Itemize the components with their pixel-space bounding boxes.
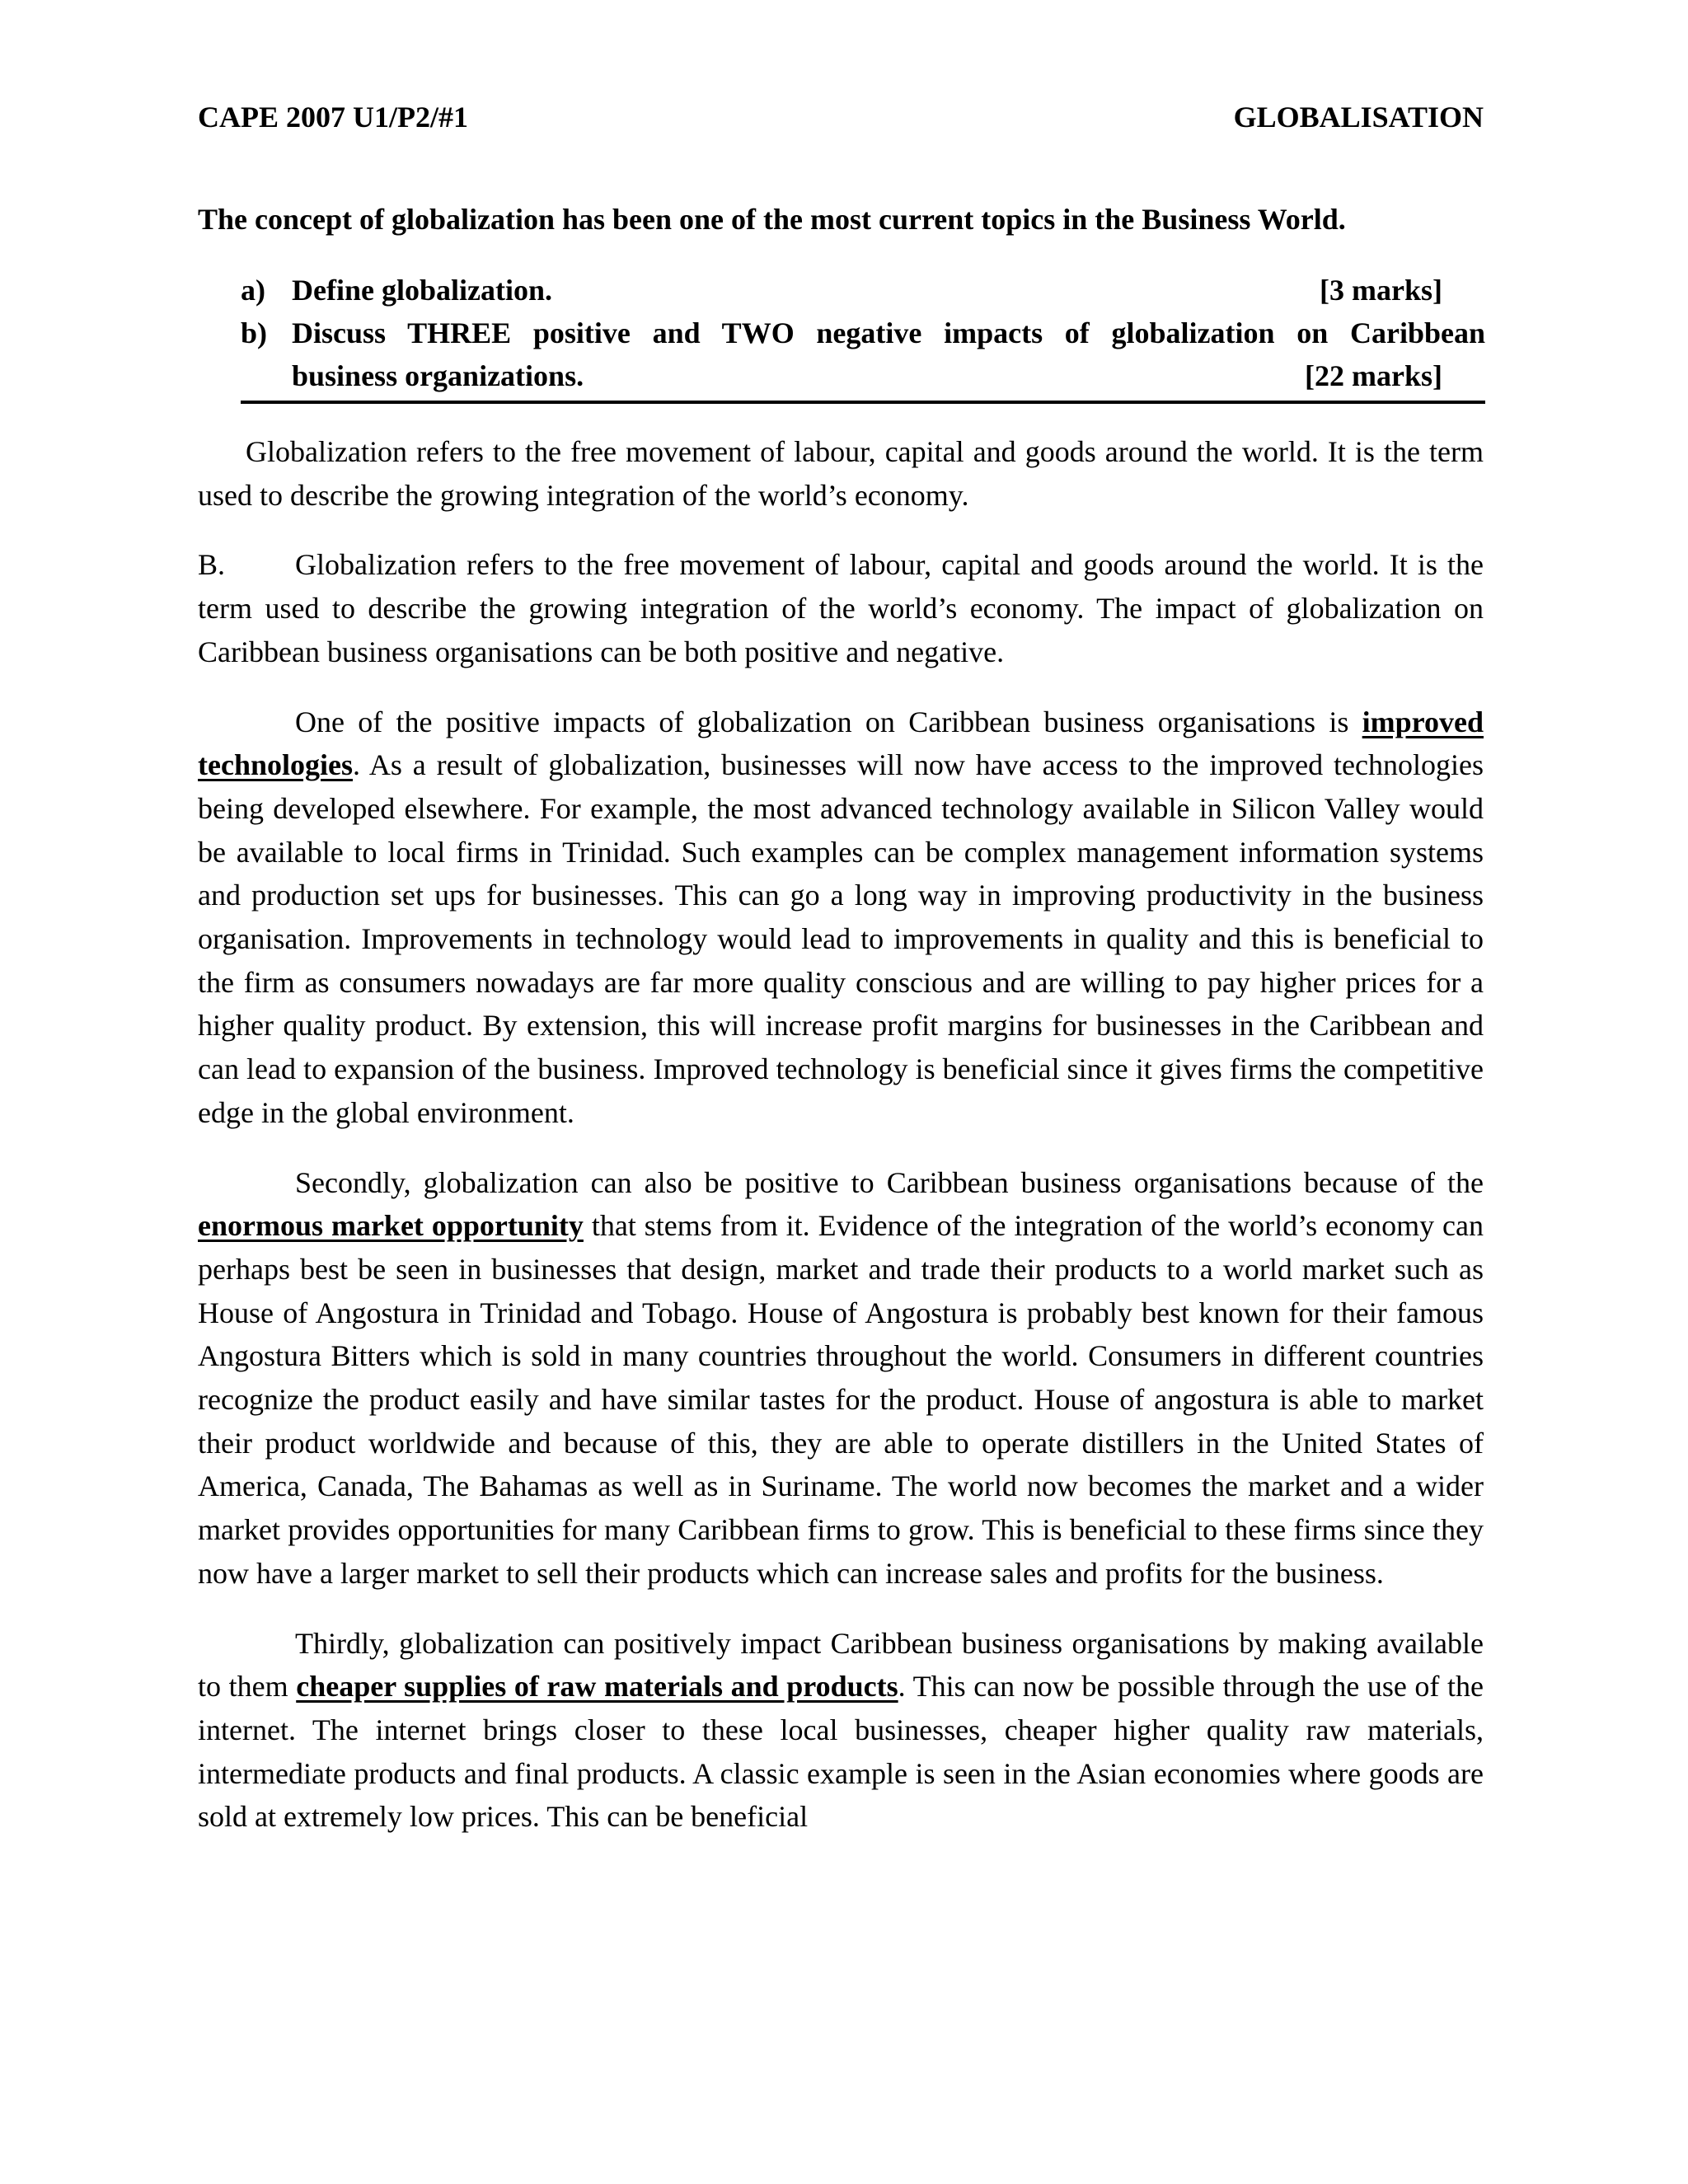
p1-text-before: One of the positive impacts of globalization on Caribbean business organisations is <box>295 705 1362 738</box>
p1-text-after: . As a result of globalization, businesses will now have access to the improved technologies being developed elsewhere. For example, the most advanced technology available in Silicon Valley would be available to local firms in Trinidad. Such examples can be complex management information systems and production set ups for businesses. This can go a long way in improving productivity in the business organisation. Improvements in technology would lead to improvements in quality and this is beneficial to the firm as consumers nowadays are far more quality conscious and are willing to pay higher prices for a higher quality product. By extension, this will increase profit margins for businesses in the Caribbean and can lead to expansion of the business. Improved technology is beneficial since it gives firms the competitive edge in the global environment. <box>198 748 1484 1129</box>
topic-title: GLOBALISATION <box>1233 101 1484 134</box>
p2-text-before: Secondly, globalization can also be positive to Caribbean business organisations because of the <box>295 1165 1484 1199</box>
part-b-text-line2: business organizations. <box>292 359 584 392</box>
paragraph-market-opportunity <box>198 1161 1484 1596</box>
p3-text-after: . This can now be possible through the use of the internet. The internet brings closer to these local businesses, cheaper higher quality raw materials, intermediate products and final products. A classic example is seen in the Asian economies where goods are sold at extremely low prices. This can be beneficial <box>198 1670 1484 1834</box>
answer-body <box>198 430 1484 1865</box>
paragraph-improved-technologies <box>198 701 1484 1135</box>
part-b-marks: [22 marks] <box>1305 359 1442 392</box>
p2-key-term: enormous market opportunity <box>198 1209 584 1243</box>
part-b-intro-text: Globalization refers to the free movement of labour, capital and goods around the world. It is the term used to describe the growing integration of the world’s economy. The impact of globalization on Caribbean business organisations can be both positive and negative. <box>198 548 1484 668</box>
p3-text-before: Thirdly, globalization can positively impact Caribbean business organisations by making available to them <box>198 1626 1484 1704</box>
paragraph-cheaper-supplies <box>198 1622 1484 1840</box>
part-b-label: b) <box>241 316 268 349</box>
part-b-text-line1: Discuss THREE positive and TWO negative impacts of globalization on Caribbean <box>292 316 1485 349</box>
question-divider <box>241 401 1485 404</box>
question-part-a <box>241 269 1485 312</box>
question-part-b <box>241 312 1485 397</box>
exam-reference: CAPE 2007 U1/P2/#1 <box>198 101 468 134</box>
part-a-label: a) <box>241 274 265 307</box>
p1-key-term: improved technologies <box>198 705 1484 782</box>
question-parts <box>241 269 1485 397</box>
p3-key-term: cheaper supplies of raw materials and products <box>296 1670 898 1704</box>
part-a-text: Define globalization. <box>292 274 552 307</box>
question-intro: The concept of globalization has been one of the most current topics in the Business World. <box>198 203 1346 236</box>
answer-part-b-intro <box>198 543 1484 673</box>
p2-text-after: that stems from it. Evidence of the integration of the world’s economy can perhaps best be seen in businesses that design, market and trade their products to a world market such as House of Angostura in Trinidad and Tobago. House of Angostura is probably best known for their famous Angostura Bitters which is sold in many countries throughout the world. Consumers in different countries recognize the product easily and have similar tastes for the product. House of angostura is able to market their product worldwide and because of this, they are able to operate distillers in the United States of America, Canada, The Bahamas as well as in Suriname. The world now becomes the market and a wider market provides opportunities for many Caribbean firms to grow. This is beneficial to these firms since they now have a larger market to sell their products which can increase sales and profits for the business. <box>198 1209 1484 1590</box>
answer-definition: Globalization refers to the free movement of labour, capital and goods around the world. It is the term used to describe the growing integration of the world’s economy. <box>198 435 1484 512</box>
part-b-answer-label: B. <box>198 548 226 582</box>
part-a-marks: [3 marks] <box>1320 274 1442 307</box>
